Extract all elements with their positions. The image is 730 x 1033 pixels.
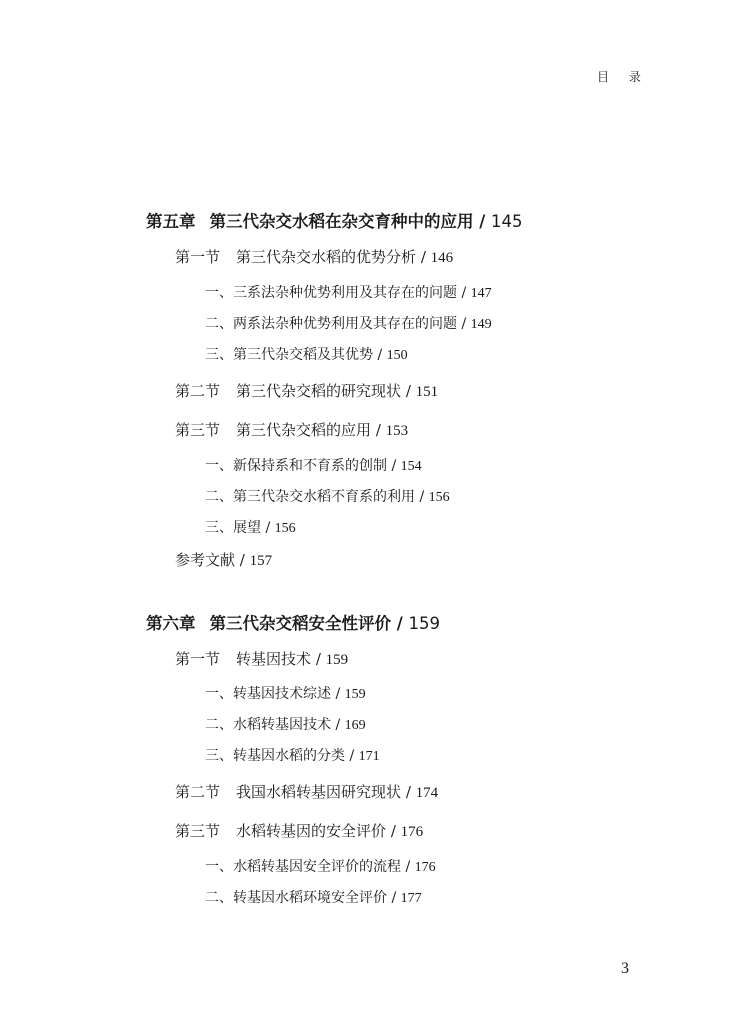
- toc-item: [205, 459, 422, 474]
- page-separator: /: [390, 822, 396, 840]
- item-text: 二、第三代杂交水稻不育系的利用: [205, 489, 415, 505]
- page-ref: 145: [491, 212, 523, 231]
- item-text: 一、转基因技术综述: [205, 686, 331, 702]
- page-ref: 150: [386, 348, 408, 363]
- chapter-label: 第六章: [146, 614, 196, 633]
- toc-item: [205, 860, 436, 875]
- toc-section: [175, 250, 453, 266]
- page-separator: /: [461, 285, 467, 301]
- toc-section: [175, 423, 408, 439]
- page-separator: /: [461, 316, 467, 332]
- page-separator: /: [405, 783, 411, 801]
- section-label: 第三节: [175, 822, 221, 840]
- page-separator: /: [335, 717, 341, 733]
- page-ref: 176: [400, 824, 424, 840]
- page-ref: 159: [408, 614, 441, 633]
- page-ref: 153: [385, 423, 409, 439]
- page-ref: 147: [470, 286, 492, 301]
- toc-section: [175, 384, 438, 400]
- page-ref: 156: [274, 521, 296, 536]
- item-text: 二、转基因水稻环境安全评价: [205, 890, 387, 906]
- page-ref: 149: [470, 317, 492, 332]
- page-separator: /: [375, 421, 381, 439]
- page-separator: /: [419, 489, 425, 505]
- section-title: 水稻转基因的安全评价: [236, 822, 387, 840]
- chapter-title: 第三代杂交水稻在杂交育种中的应用: [209, 212, 474, 231]
- page-ref: 171: [358, 749, 380, 764]
- page-separator: /: [405, 382, 411, 400]
- toc-section: [175, 652, 348, 668]
- section-title: 转基因技术: [236, 650, 312, 668]
- item-text: 二、两系法杂种优势利用及其存在的问题: [205, 316, 457, 332]
- running-header: 目 录: [597, 70, 649, 84]
- toc-item: [205, 317, 492, 332]
- page-ref: 177: [400, 891, 422, 906]
- toc-item: [205, 687, 366, 702]
- page-ref: 157: [249, 553, 273, 569]
- item-text: 一、新保持系和不育系的创制: [205, 458, 387, 474]
- item-text: 三、展望: [205, 520, 261, 536]
- toc-item: [205, 521, 296, 536]
- page-separator: /: [391, 890, 397, 906]
- section-label: 第三节: [175, 421, 221, 439]
- page-ref: 151: [415, 384, 439, 400]
- toc-section: [175, 785, 438, 801]
- section-title: 第三代杂交稻的应用: [236, 421, 372, 439]
- item-text: 一、三系法杂种优势利用及其存在的问题: [205, 285, 457, 301]
- toc-item: [205, 749, 380, 764]
- toc-chapter-6: [146, 616, 440, 633]
- page-separator: /: [391, 458, 397, 474]
- page-ref: 159: [344, 687, 366, 702]
- page-ref: 174: [415, 785, 439, 801]
- page-separator: /: [239, 551, 245, 569]
- toc-item: [205, 286, 492, 301]
- toc-item: [205, 891, 422, 906]
- section-label: 第一节: [175, 248, 221, 266]
- page-separator: /: [335, 686, 341, 702]
- page-ref: 169: [344, 718, 366, 733]
- toc-item: [205, 490, 450, 505]
- section-title: 我国水稻转基因研究现状: [236, 783, 402, 801]
- page-separator: /: [420, 248, 426, 266]
- page-separator: /: [479, 212, 486, 231]
- item-text: 三、转基因水稻的分类: [205, 748, 345, 764]
- page-separator: /: [349, 748, 355, 764]
- item-text: 一、水稻转基因安全评价的流程: [205, 859, 401, 875]
- page-ref: 156: [428, 490, 450, 505]
- page-separator: /: [315, 650, 321, 668]
- section-title: 第三代杂交稻的研究现状: [236, 382, 402, 400]
- chapter-title: 第三代杂交稻安全性评价: [209, 614, 391, 633]
- item-text: 二、水稻转基因技术: [205, 717, 331, 733]
- page-separator: /: [377, 347, 383, 363]
- page-separator: /: [405, 859, 411, 875]
- section-label: 第二节: [175, 783, 221, 801]
- section-label: 第一节: [175, 650, 221, 668]
- section-title: 第三代杂交水稻的优势分析: [236, 248, 417, 266]
- page-ref: 159: [325, 652, 349, 668]
- chapter-label: 第五章: [146, 212, 196, 231]
- toc-item: [205, 718, 366, 733]
- toc-section: [175, 824, 423, 840]
- section-label: 第二节: [175, 382, 221, 400]
- page-ref: 146: [430, 250, 454, 266]
- toc-references: [175, 553, 272, 569]
- page-ref: 154: [400, 459, 422, 474]
- page-separator: /: [396, 614, 403, 633]
- page-number: 3: [621, 960, 629, 977]
- references-label: 参考文献: [175, 551, 236, 569]
- page-ref: 176: [414, 860, 436, 875]
- item-text: 三、第三代杂交稻及其优势: [205, 347, 373, 363]
- toc-chapter-5: [146, 214, 523, 231]
- toc-item: [205, 348, 408, 363]
- page-separator: /: [265, 520, 271, 536]
